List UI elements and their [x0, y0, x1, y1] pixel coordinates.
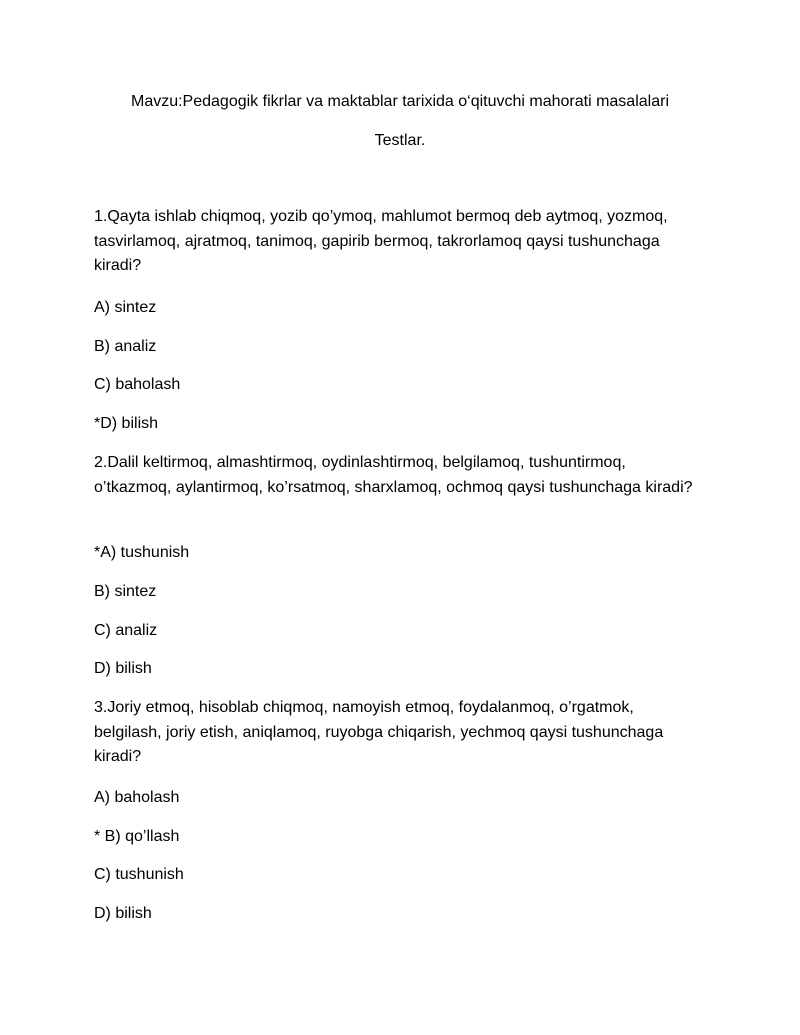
- question-2-option-a: *A) tushunish: [94, 544, 190, 561]
- question-3-option-c: C) tushunish: [94, 866, 184, 883]
- document-subtitle: Testlar.: [374, 132, 426, 149]
- question-3-option-d: D) bilish: [94, 905, 152, 922]
- question-1-option-b: B) analiz: [94, 338, 157, 355]
- question-2-option-c: C) analiz: [94, 622, 158, 639]
- question-2-option-d: D) bilish: [94, 660, 152, 677]
- question-1-option-d: *D) bilish: [94, 415, 159, 432]
- question-3-option-b: * B) qo’llash: [94, 828, 180, 845]
- question-3-text: 3.Joriy etmoq, hisoblab chiqmoq, namoyish etmoq, foydalanmoq, o’rgatmok, belgilash, joriy etish, aniqlamoq, ruyobga chiqarish, yechmoq qaysi tushunchaga kiradi?: [94, 699, 664, 765]
- document-title: Mavzu:Pedagogik fikrlar va maktablar tarixida o‘qituvchi mahorati masalalari: [130, 93, 669, 110]
- question-1-option-a: A) sintez: [94, 299, 157, 316]
- question-2-option-b: B) sintez: [94, 583, 157, 600]
- question-2-text: 2.Dalil keltirmoq, almashtirmoq, oydinlashtirmoq, belgilamoq, tushuntirmoq, o’tkazmoq, aylantirmoq, ko’rsatmoq, sharxlamoq, ochmoq qaysi tushunchaga kiradi?: [94, 454, 693, 496]
- question-3-option-a: A) baholash: [94, 789, 180, 806]
- question-1-text: 1.Qayta ishlab chiqmoq, yozib qo’ymoq, mahlumot bermoq deb aytmoq, yozmoq, tasvirlamoq, ajratmoq, tanimoq, gapirib bermoq, takrorlamoq qaysi tushunchaga kiradi?: [94, 208, 668, 274]
- question-1-option-c: C) baholash: [94, 376, 181, 393]
